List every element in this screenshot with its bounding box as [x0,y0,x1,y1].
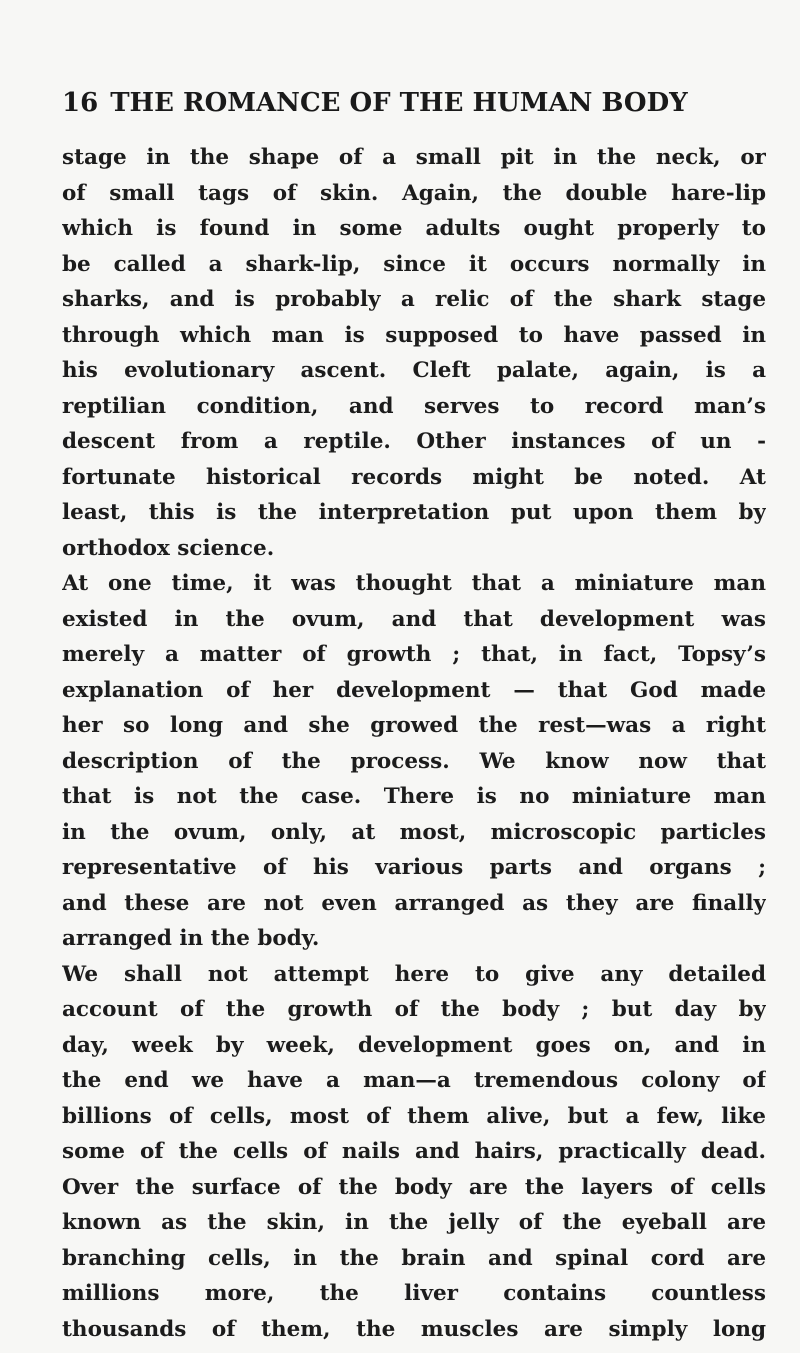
text-line: sharks, and is probably a relic of the shark stage [62,287,766,312]
text-line: that is not the case. There is no miniature man [62,784,766,809]
text-line: his evolutionary ascent. Cleft palate, again, is a [62,358,766,383]
text-line: branching cells, in the brain and spinal cord are [62,1245,766,1271]
page-number: 16 [62,88,99,118]
text-line: representative of his various parts and organs ; [62,855,766,880]
running-head [62,86,764,120]
text-line: her so long and she growed the rest—was a right [62,713,766,738]
paragraph-3 [62,957,766,1348]
text-line: in the ovum, only, at most, microscopic particles [62,819,766,845]
text-line: We shall not attempt here to give any detailed [62,961,766,987]
text-line: through which man is supposed to have passed in [62,322,766,348]
body-text [62,140,766,1347]
paragraph-1 [62,140,766,566]
text-line: reptilian condition, and serves to record man’s [62,393,766,419]
text-line: millions more, the liver contains countless [62,1281,766,1306]
text-line: least, this is the interpretation put upon them by [62,500,766,525]
text-line: known as the skin, in the jelly of the eyeball are [62,1210,766,1235]
text-line: description of the process. We know now that [62,748,766,774]
text-line: account of the growth of the body ; but day by [62,997,766,1022]
text-line: existed in the ovum, and that development was [62,606,766,632]
text-line: arranged in the body. [62,926,320,951]
text-line: the end we have a man—a tremendous colony of [62,1068,766,1093]
text-line: At one time, it was thought that a miniature man [62,571,766,596]
text-line: be called a shark-lip, since it occurs normally in [62,251,766,277]
text-line: day, week by week, development goes on, and in [62,1032,766,1058]
paragraph-2 [62,566,766,957]
text-line: stage in the shape of a small pit in the neck, or [62,145,766,170]
text-line: explanation of her development — that God made [62,677,766,703]
text-line: some of the cells of nails and hairs, practically dead. [62,1139,766,1164]
text-line: of small tags of skin. Again, the double hare-lip [62,180,766,206]
text-line: billions of cells, most of them alive, but a few, like [62,1103,766,1129]
text-line: thousands of them, the muscles are simply long [62,1316,766,1342]
text-line: which is found in some adults ought properly to [62,216,766,241]
text-line: descent from a reptile. Other instances of un - [62,429,766,454]
running-title: THE ROMANCE OF THE HUMAN BODY [110,88,688,118]
text-line: Over the surface of the body are the layers of cells [62,1174,766,1200]
text-line: merely a matter of growth ; that, in fact, Topsy’s [62,642,766,667]
text-line: and these are not even arranged as they are finally [62,890,766,916]
text-line: orthodox science. [62,535,275,561]
text-line: fortunate historical records might be noted. At [62,464,766,490]
